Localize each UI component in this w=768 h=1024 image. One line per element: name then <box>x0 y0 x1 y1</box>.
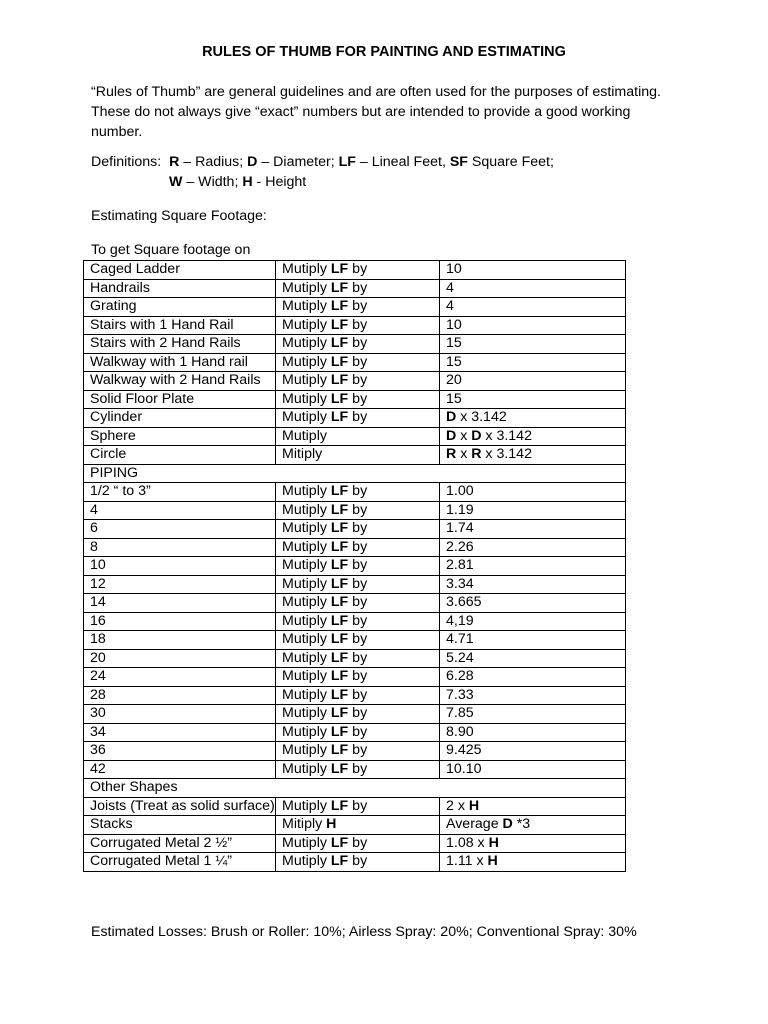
estimating-table <box>83 260 626 872</box>
intro-paragraph: “Rules of Thumb” are general guidelines and are often used for the purposes of estimating. These do not always give “exact” numbers but are intended to provide a good working number. <box>91 84 661 140</box>
method-segment: Mutiply <box>282 372 331 388</box>
item-cell: 10 <box>84 557 276 576</box>
method-cell <box>276 353 440 372</box>
value-cell <box>440 390 626 409</box>
item-cell: 8 <box>84 538 276 557</box>
value-cell <box>440 501 626 520</box>
table-row <box>84 816 626 835</box>
method-cell <box>276 279 440 298</box>
item-cell: Corrugated Metal 1 ¼” <box>84 853 276 872</box>
method-segment: LF <box>330 612 349 629</box>
value-segment: 2.26 <box>446 538 474 555</box>
method-segment: Mutiply <box>282 409 331 425</box>
item-cell: 12 <box>84 575 276 594</box>
method-segment: Mutiply <box>282 353 331 370</box>
table-row <box>84 353 626 372</box>
item-cell: 30 <box>84 705 276 724</box>
method-segment: Mutiply <box>282 612 331 629</box>
method-segment: Mutiply <box>282 631 331 647</box>
value-cell <box>440 612 626 631</box>
method-segment: LF <box>330 409 349 425</box>
value-cell <box>440 316 626 335</box>
def-lf: LF <box>338 154 356 170</box>
method-segment: by <box>348 594 368 610</box>
definitions-line-1 <box>91 152 554 172</box>
value-cell <box>440 483 626 502</box>
method-segment: Mutiply <box>282 853 331 869</box>
item-cell: 34 <box>84 723 276 742</box>
table-row <box>84 853 626 872</box>
value-segment: Average <box>446 816 503 832</box>
table-row <box>84 316 626 335</box>
method-cell <box>276 261 440 280</box>
value-segment: 4,19 <box>446 612 474 629</box>
method-segment: Mutiply <box>282 279 331 296</box>
method-cell <box>276 316 440 335</box>
value-segment: 4.71 <box>446 631 474 647</box>
method-segment: Mitiply <box>282 816 327 832</box>
method-segment: LF <box>330 797 349 814</box>
method-segment: Mutiply <box>282 834 331 851</box>
method-segment: LF <box>330 390 349 407</box>
table-row <box>84 594 626 613</box>
def-sf-text: Square Feet; <box>467 154 554 170</box>
value-cell <box>440 538 626 557</box>
method-segment: by <box>348 261 368 277</box>
value-cell <box>440 816 626 835</box>
method-segment: by <box>348 853 368 869</box>
method-segment: LF <box>330 316 349 333</box>
method-segment: Mutiply <box>282 520 331 536</box>
method-segment: by <box>348 409 368 425</box>
section-label: Other Shapes <box>84 779 626 798</box>
item-cell: Grating <box>84 298 276 317</box>
method-segment: by <box>348 390 368 407</box>
method-cell <box>276 335 440 354</box>
method-segment: LF <box>330 594 349 610</box>
table-row <box>84 668 626 687</box>
method-segment: by <box>348 575 368 592</box>
method-segment: by <box>348 353 368 370</box>
method-segment: Mitiply <box>282 446 323 462</box>
method-segment: by <box>348 760 368 777</box>
value-cell <box>440 742 626 761</box>
method-segment: Mutiply <box>282 427 327 444</box>
item-cell: Circle <box>84 446 276 465</box>
method-segment: LF <box>330 501 349 518</box>
method-segment: LF <box>330 723 349 740</box>
value-cell <box>440 353 626 372</box>
method-segment: Mutiply <box>282 760 331 777</box>
method-cell <box>276 594 440 613</box>
value-cell <box>440 853 626 872</box>
value-cell <box>440 686 626 705</box>
value-segment: 10.10 <box>446 760 482 777</box>
def-h: H <box>242 174 253 190</box>
method-segment: LF <box>330 520 349 536</box>
method-cell <box>276 409 440 428</box>
def-h-text: - Height <box>252 174 307 190</box>
method-segment: by <box>348 834 368 851</box>
value-segment: x 3.142 <box>456 409 507 425</box>
method-segment: Mutiply <box>282 557 331 573</box>
value-segment: 2.81 <box>446 557 474 573</box>
value-segment: R <box>471 446 482 462</box>
value-segment: 3.34 <box>446 575 474 592</box>
method-segment: Mutiply <box>282 538 331 555</box>
value-segment: D <box>446 427 457 444</box>
value-segment: H <box>468 797 480 814</box>
value-cell <box>440 372 626 391</box>
method-segment: LF <box>330 742 349 758</box>
table-row <box>84 520 626 539</box>
table-row <box>84 705 626 724</box>
value-cell <box>440 335 626 354</box>
value-segment: 4 <box>446 279 454 296</box>
value-cell <box>440 631 626 650</box>
item-cell: 14 <box>84 594 276 613</box>
table-row <box>84 279 626 298</box>
value-cell <box>440 261 626 280</box>
method-segment: by <box>348 631 368 647</box>
item-cell: Sphere <box>84 427 276 446</box>
value-segment: 7.85 <box>446 705 474 721</box>
def-sf: SF <box>449 154 468 170</box>
method-cell <box>276 649 440 668</box>
value-cell <box>440 760 626 779</box>
method-cell <box>276 760 440 779</box>
value-cell <box>440 575 626 594</box>
table-row <box>84 298 626 317</box>
value-cell <box>440 279 626 298</box>
table-row <box>84 742 626 761</box>
value-segment: 2 x <box>446 797 469 814</box>
method-cell <box>276 483 440 502</box>
def-w-text: – Width; <box>182 174 243 190</box>
method-segment: by <box>348 538 368 555</box>
item-cell: Stairs with 1 Hand Rail <box>84 316 276 335</box>
method-cell <box>276 501 440 520</box>
item-cell: 36 <box>84 742 276 761</box>
method-segment: by <box>348 483 368 499</box>
value-segment: 4 <box>446 298 454 314</box>
def-d-text: – Diameter; <box>257 154 339 170</box>
def-w: W <box>169 174 183 190</box>
definitions <box>91 152 554 192</box>
method-segment: by <box>348 335 368 351</box>
value-segment: 20 <box>446 372 462 388</box>
value-cell <box>440 520 626 539</box>
method-segment: Mutiply <box>282 797 331 814</box>
table-row <box>84 686 626 705</box>
item-cell: Joists (Treat as solid surface) <box>84 797 276 816</box>
method-segment: Mutiply <box>282 594 331 610</box>
item-cell: Walkway with 1 Hand rail <box>84 353 276 372</box>
method-segment: by <box>348 316 368 333</box>
method-segment: by <box>348 279 368 296</box>
method-cell <box>276 723 440 742</box>
document-title: RULES OF THUMB FOR PAINTING AND ESTIMATING <box>202 44 566 60</box>
method-segment: by <box>348 557 368 573</box>
table-row <box>84 723 626 742</box>
method-segment: by <box>348 668 368 684</box>
value-segment: 1.11 x <box>446 853 488 869</box>
item-cell: Solid Floor Plate <box>84 390 276 409</box>
item-cell: 1/2 “ to 3” <box>84 483 276 502</box>
method-segment: LF <box>330 631 349 647</box>
method-segment: Mutiply <box>282 649 331 666</box>
value-cell <box>440 427 626 446</box>
definitions-label: Definitions: <box>91 154 162 170</box>
method-segment: Mutiply <box>282 316 331 333</box>
item-cell: 6 <box>84 520 276 539</box>
value-cell <box>440 649 626 668</box>
method-segment: LF <box>330 335 349 351</box>
value-segment: x 3.142 <box>481 427 532 444</box>
def-lf-text: – Lineal Feet, <box>355 154 450 170</box>
method-cell <box>276 705 440 724</box>
method-segment: LF <box>330 261 349 277</box>
method-cell <box>276 390 440 409</box>
method-cell <box>276 538 440 557</box>
value-segment: *3 <box>512 816 531 832</box>
value-segment: 10 <box>446 316 462 333</box>
method-segment: by <box>348 797 368 814</box>
method-cell <box>276 631 440 650</box>
method-segment: by <box>348 742 368 758</box>
value-segment: 1.08 x <box>446 834 489 851</box>
value-segment: D <box>471 427 482 444</box>
method-cell <box>276 557 440 576</box>
value-cell <box>440 409 626 428</box>
table-row <box>84 427 626 446</box>
value-cell <box>440 446 626 465</box>
item-cell: Stacks <box>84 816 276 835</box>
method-segment: LF <box>330 575 349 592</box>
method-segment: Mutiply <box>282 668 331 684</box>
table-row <box>84 631 626 650</box>
method-segment: by <box>348 520 368 536</box>
value-segment: 15 <box>446 353 462 370</box>
method-segment: by <box>348 298 368 314</box>
item-cell: 4 <box>84 501 276 520</box>
method-segment: Mutiply <box>282 261 331 277</box>
def-r: R <box>169 154 180 170</box>
value-segment: H <box>487 853 498 869</box>
value-segment: 1.74 <box>446 520 474 536</box>
method-cell <box>276 742 440 761</box>
table-row <box>84 261 626 280</box>
value-cell <box>440 557 626 576</box>
method-segment: LF <box>330 483 349 499</box>
method-segment: LF <box>330 760 349 777</box>
method-segment: LF <box>330 834 349 851</box>
method-segment: Mutiply <box>282 742 331 758</box>
method-cell <box>276 298 440 317</box>
method-segment: LF <box>330 705 349 721</box>
table-caption: To get Square footage on <box>91 242 251 258</box>
value-cell <box>440 668 626 687</box>
value-segment: 15 <box>446 335 462 351</box>
value-cell <box>440 594 626 613</box>
method-segment: Mutiply <box>282 723 331 740</box>
section-label: PIPING <box>84 464 626 483</box>
table-row <box>84 446 626 465</box>
method-segment: Mutiply <box>282 483 331 499</box>
table-row <box>84 797 626 816</box>
item-cell: Handrails <box>84 279 276 298</box>
table-row <box>84 612 626 631</box>
method-segment: by <box>348 649 368 666</box>
method-segment: LF <box>330 557 349 573</box>
method-segment: LF <box>330 853 349 869</box>
table-row <box>84 538 626 557</box>
method-segment: LF <box>330 668 349 684</box>
method-cell <box>276 520 440 539</box>
method-segment: by <box>348 705 368 721</box>
value-segment: 7.33 <box>446 686 474 703</box>
table-row <box>84 834 626 853</box>
method-segment: Mutiply <box>282 501 331 518</box>
table-row <box>84 557 626 576</box>
method-segment: LF <box>330 649 349 666</box>
table-row <box>84 409 626 428</box>
value-segment: H <box>488 834 499 851</box>
value-segment: 15 <box>446 390 462 407</box>
method-segment: by <box>348 612 368 629</box>
method-cell <box>276 446 440 465</box>
table-row <box>84 501 626 520</box>
method-segment: LF <box>330 279 349 296</box>
def-d: D <box>247 154 258 170</box>
value-segment: x <box>456 446 472 462</box>
method-cell <box>276 686 440 705</box>
method-cell <box>276 834 440 853</box>
method-cell <box>276 372 440 391</box>
value-segment: D <box>446 409 457 425</box>
method-segment: Mutiply <box>282 575 331 592</box>
method-segment: Mutiply <box>282 686 331 703</box>
method-segment: LF <box>330 372 349 388</box>
value-cell <box>440 298 626 317</box>
method-segment: Mutiply <box>282 705 331 721</box>
value-segment: x 3.142 <box>481 446 532 462</box>
value-cell <box>440 723 626 742</box>
value-segment: 6.28 <box>446 668 474 684</box>
value-cell <box>440 797 626 816</box>
table-row <box>84 649 626 668</box>
method-segment: LF <box>330 353 349 370</box>
method-segment: Mutiply <box>282 335 331 351</box>
method-cell <box>276 668 440 687</box>
method-segment: by <box>348 686 368 703</box>
table-row <box>84 483 626 502</box>
method-segment: by <box>348 501 368 518</box>
method-cell <box>276 427 440 446</box>
method-cell <box>276 797 440 816</box>
item-cell: 20 <box>84 649 276 668</box>
estimated-losses: Estimated Losses: Brush or Roller: 10%; Airless Spray: 20%; Conventional Spray: 30% <box>91 924 637 940</box>
table-row <box>84 760 626 779</box>
item-cell: Caged Ladder <box>84 261 276 280</box>
item-cell: Stairs with 2 Hand Rails <box>84 335 276 354</box>
method-segment: Mutiply <box>282 390 331 407</box>
item-cell: Walkway with 2 Hand Rails <box>84 372 276 391</box>
value-segment: 9.425 <box>446 742 482 758</box>
def-r-text: – Radius; <box>179 154 248 170</box>
item-cell: 28 <box>84 686 276 705</box>
definitions-line-2 <box>91 172 554 192</box>
section-row <box>84 464 626 483</box>
value-cell <box>440 834 626 853</box>
method-cell <box>276 853 440 872</box>
method-segment: LF <box>330 298 349 314</box>
item-cell: Corrugated Metal 2 ½” <box>84 834 276 853</box>
value-segment: R <box>446 446 457 462</box>
item-cell: 16 <box>84 612 276 631</box>
method-cell <box>276 575 440 594</box>
value-segment: 1.19 <box>446 501 474 518</box>
method-segment: H <box>326 816 337 832</box>
value-segment: 8.90 <box>446 723 474 740</box>
method-segment: Mutiply <box>282 298 331 314</box>
value-segment: D <box>502 816 513 832</box>
value-segment: 3.665 <box>446 594 482 610</box>
value-segment: 1.00 <box>446 483 474 499</box>
value-cell <box>440 705 626 724</box>
table-row <box>84 372 626 391</box>
section-row <box>84 779 626 798</box>
value-segment: 5.24 <box>446 649 474 666</box>
estimating-heading: Estimating Square Footage: <box>91 208 267 224</box>
table-row <box>84 335 626 354</box>
method-cell <box>276 816 440 835</box>
method-segment: by <box>348 723 368 740</box>
item-cell: 18 <box>84 631 276 650</box>
method-segment: by <box>348 372 368 388</box>
method-segment: LF <box>330 686 349 703</box>
table-row <box>84 575 626 594</box>
estimating-table-body <box>84 261 626 872</box>
item-cell: 24 <box>84 668 276 687</box>
value-segment: x <box>456 427 472 444</box>
method-segment: LF <box>330 538 349 555</box>
method-cell <box>276 612 440 631</box>
item-cell: Cylinder <box>84 409 276 428</box>
table-row <box>84 390 626 409</box>
value-segment: 10 <box>446 261 462 277</box>
item-cell: 42 <box>84 760 276 779</box>
